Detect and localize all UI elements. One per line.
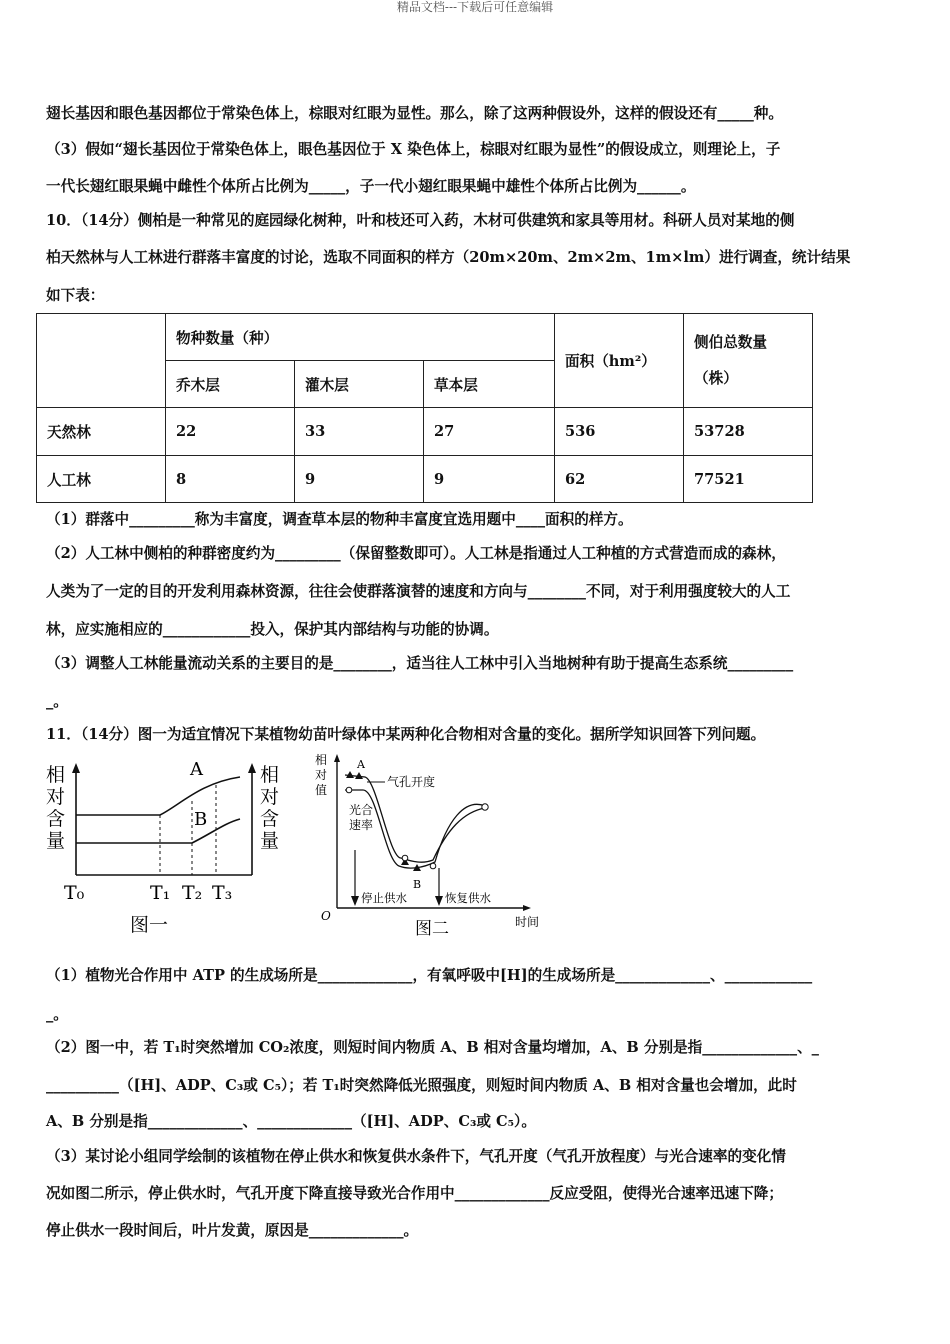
curve-b — [76, 819, 240, 843]
photosynthesis-label: 光合 — [349, 803, 374, 817]
tree-layer-header: 乔木层 — [166, 361, 295, 408]
y-label-char: 相 — [46, 764, 66, 786]
right-axis-arrow — [248, 763, 256, 773]
row-label: 天然林 — [37, 408, 166, 456]
y-label-char: 对 — [46, 786, 66, 808]
curve-a-label: A — [190, 759, 203, 780]
text-line: 翅长基因和眼色基因都位于常染色体上，棕眼对红眼为显性。那么，除了这两种假设外，这样的假设还有_____种。 — [46, 105, 783, 122]
data-point — [482, 804, 488, 810]
page-header: 精品文档---下载后可任意编辑 — [396, 0, 554, 14]
data-point — [430, 863, 436, 869]
figure-1 — [40, 755, 290, 945]
table-cell: 53728 — [684, 408, 813, 456]
question-10-part-3: （3）调整人工林能量流动关系的主要目的是________，适当往人工林中引入当地树种有助于提高生态系统_________ — [46, 655, 794, 672]
y-label-char: 对 — [315, 768, 328, 782]
table-cell: 536 — [555, 408, 684, 456]
point-b-label: B — [413, 878, 422, 891]
stop-water-label: 停止供水 — [361, 891, 407, 905]
tick-label: T₁ — [150, 882, 171, 904]
shrub-layer-header: 灌木层 — [295, 361, 424, 408]
question-11-part-3: 停止供水一段时间后，叶片发黄，原因是_____________。 — [46, 1222, 419, 1239]
table-cell: 9 — [424, 456, 555, 503]
total-count-header: 侧伯总数量 （株） — [684, 314, 813, 408]
question-11-part-2: （2）图一中，若 T₁时突然增加 CO₂浓度，则短时间内物质 A、B 相对含量均增加，A、B 分别是指_____________、_ — [46, 1039, 819, 1056]
data-table — [36, 313, 813, 503]
text-line: 一代长翅红眼果蝇中雌性个体所占比例为_____，子一代小翅红眼果蝇中雄性个体所占比例为______。 — [46, 178, 696, 195]
table-cell: 33 — [295, 408, 424, 456]
y-axis-arrow — [72, 763, 80, 773]
photosynthesis-label: 速率 — [349, 818, 374, 832]
resume-water-arrowhead — [435, 896, 443, 906]
tick-label: T₂ — [182, 882, 203, 904]
table-cell: 62 — [555, 456, 684, 503]
question-10-part-2: 林，应实施相应的____________投入，保护其内部结构与功能的协调。 — [46, 621, 499, 638]
question-10-part-3: _。 — [46, 693, 68, 710]
table-cell: 22 — [166, 408, 295, 456]
figure-2-caption: 图二 — [415, 919, 449, 939]
table-cell: 9 — [295, 456, 424, 503]
y-label-char: 相 — [260, 764, 280, 786]
data-point — [346, 771, 354, 778]
x-axis-arrow — [523, 905, 531, 911]
x-axis-label: 时间 — [515, 915, 540, 929]
data-point — [346, 787, 352, 793]
y-label-char: 值 — [315, 783, 328, 797]
question-11-stem: 11．（14分）图一为适宜情况下某植物幼苗叶绿体中某两种化合物相对含量的变化。据所学知识回答下列问题。 — [46, 726, 766, 743]
question-10-stem: 柏天然林与人工林进行群落丰富度的讨论，选取不同面积的样方（20m×20m、2m×2m、1m×lm）进行调查，统计结果 — [46, 249, 851, 266]
resume-water-label: 恢复供水 — [445, 891, 491, 905]
table-row — [37, 408, 813, 456]
figure-1-caption: 图一 — [130, 914, 169, 936]
table-cell: 77521 — [684, 456, 813, 503]
text-line: （3）假如“翅长基因位于常染色体上，眼色基因位于 X 染色体上，棕眼对红眼为显性”的假设成立，则理论上，子 — [46, 141, 781, 158]
y-label-char: 对 — [260, 786, 280, 808]
question-10-part-1: （1）群落中_________称为丰富度，调查草本层的物种丰富度宜选用题中____面积的样方。 — [46, 511, 633, 528]
tick-label: T₃ — [212, 882, 233, 904]
table-row — [37, 456, 813, 503]
tick-label: T₀ — [64, 882, 85, 904]
question-10-stem: 10．（14分）侧柏是一种常见的庭园绿化树种，叶和枝还可入药，木材可供建筑和家具等用材。科研人员对某地的侧 — [46, 212, 795, 229]
curve-a — [76, 777, 240, 815]
y-axis-arrow — [334, 754, 340, 762]
point-a-label: A — [357, 758, 365, 771]
question-11-part-1: _。 — [46, 1006, 68, 1023]
table-corner-cell — [37, 314, 166, 408]
curve-b-label: B — [194, 809, 208, 830]
y-label-char: 相 — [315, 753, 328, 767]
y-label-char: 含 — [46, 808, 66, 830]
question-10-part-2: 人类为了一定的目的开发利用森林资源，往往会使群落演替的速度和方向与________不同，对于利用强度较大的人工 — [46, 583, 791, 600]
question-11-part-2: A、B 分别是指_____________、_____________（[H]、ADP、C₃或 C₅）。 — [46, 1113, 536, 1130]
species-count-header: 物种数量（种） — [166, 314, 555, 361]
origin-label: O — [321, 909, 331, 923]
question-11-part-2: __________（[H]、ADP、C₃或 C₅）；若 T₁时突然降低光照强度，则短时间内物质 A、B 相对含量也会增加，此时 — [46, 1077, 797, 1094]
question-10-part-2: （2）人工林中侧柏的种群密度约为_________（保留整数即可）。人工林是指通过人工种植的方式营造而成的森林， — [46, 545, 786, 562]
question-10-stem: 如下表： — [46, 287, 105, 304]
y-label-char: 含 — [260, 808, 280, 830]
question-11-part-3: （3）某讨论小组同学绘制的该植物在停止供水和恢复供水条件下，气孔开度（气孔开放程度）与光合速率的变化情 — [46, 1148, 786, 1165]
question-11-part-1: （1）植物光合作用中 ATP 的生成场所是_____________，有氧呼吸中[H]的生成场所是_____________、____________ — [46, 967, 813, 984]
question-11-part-3: 况如图二所示，停止供水时，气孔开度下降直接导致光合作用中_____________反应受阻，使得光合速率迅速下降； — [46, 1185, 783, 1202]
herb-layer-header: 草本层 — [424, 361, 555, 408]
table-cell: 8 — [166, 456, 295, 503]
data-point — [402, 855, 408, 861]
figure-2 — [305, 750, 550, 945]
y-label-char: 量 — [46, 830, 66, 852]
table-cell: 27 — [424, 408, 555, 456]
y-label-char: 量 — [260, 830, 280, 852]
area-header: 面积（hm²） — [555, 314, 684, 408]
stomata-label: 气孔开度 — [387, 775, 436, 789]
stop-water-arrowhead — [351, 896, 359, 906]
row-label: 人工林 — [37, 456, 166, 503]
